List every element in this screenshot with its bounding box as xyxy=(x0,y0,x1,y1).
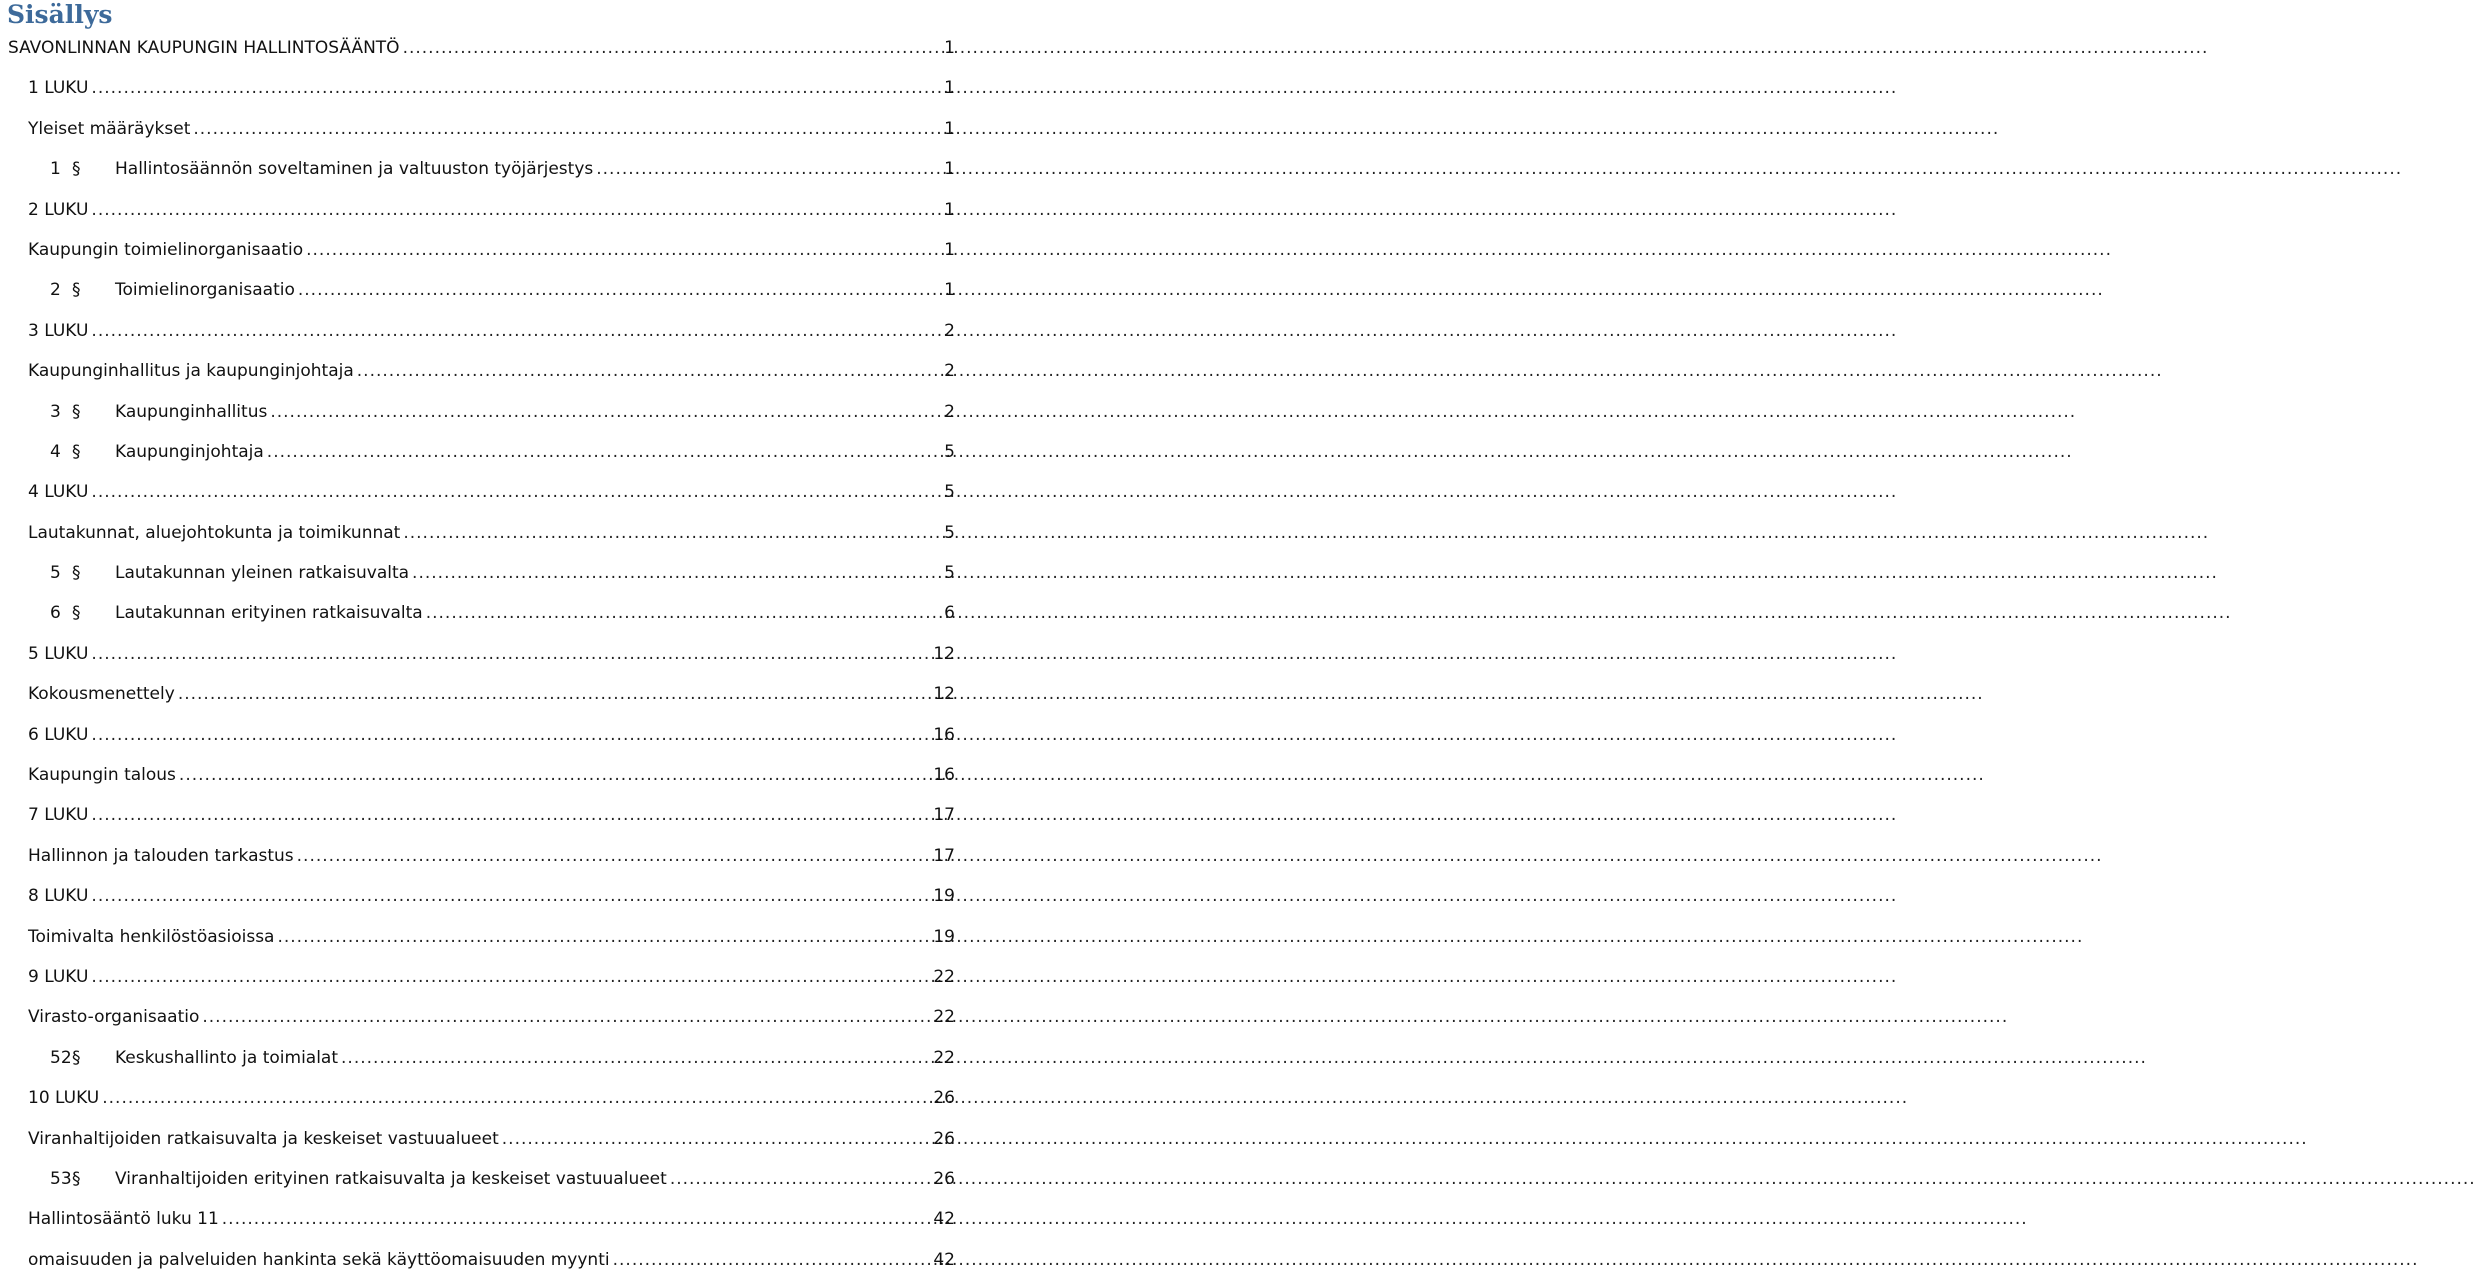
toc-entry[interactable] xyxy=(0,917,960,957)
toc-entry[interactable] xyxy=(0,1119,960,1159)
dot-leader xyxy=(502,1119,931,1159)
toc-entry-page-number: 5 xyxy=(944,482,955,503)
toc-entry-title: 1 LUKU xyxy=(28,78,89,99)
toc-entry[interactable] xyxy=(0,351,960,391)
toc-entry[interactable] xyxy=(0,230,960,270)
toc-entry-title: Toimielinorganisaatio xyxy=(115,280,295,301)
toc-entry[interactable] xyxy=(0,311,960,351)
dot-leader xyxy=(341,1038,930,1078)
section-sign: § xyxy=(72,401,81,422)
dot-leader xyxy=(277,917,930,957)
toc-entry-title: Lautakunnan yleinen ratkaisuvalta xyxy=(115,563,410,584)
toc-entry-section-number: 5 xyxy=(50,563,61,584)
toc-entry-page-number: 22 xyxy=(933,1047,955,1068)
toc-entry-title: 3 LUKU xyxy=(28,320,89,341)
dot-leader xyxy=(179,755,930,795)
toc-entry-title: Viranhaltijoiden erityinen ratkaisuvalta ja keskeiset vastuualueet xyxy=(115,1168,667,1189)
toc-entry[interactable] xyxy=(0,795,960,835)
toc-entry-page-number: 1 xyxy=(944,118,955,139)
dot-leader xyxy=(91,715,930,755)
toc-entry-section-number: 52 xyxy=(50,1047,72,1068)
toc-entry-title: Hallintosääntö luku 11 xyxy=(28,1209,219,1230)
dot-leader xyxy=(670,1159,931,1199)
dot-leader xyxy=(613,1240,931,1280)
toc-entry-title: 4 LUKU xyxy=(28,482,89,503)
toc-entry-page-number: 1 xyxy=(944,38,955,58)
toc-entry-title: 7 LUKU xyxy=(28,805,89,826)
section-sign: § xyxy=(72,1047,81,1068)
toc-entry[interactable] xyxy=(0,1199,960,1239)
toc-entry-section-number: 2 xyxy=(50,280,61,301)
toc-entry-title: Hallintosäännön soveltaminen ja valtuuston työjärjestys xyxy=(115,159,594,180)
toc-entry-title: Kaupungin talous xyxy=(28,765,176,786)
toc-entry-page-number: 22 xyxy=(933,1007,955,1028)
dot-leader xyxy=(412,553,941,593)
toc-entry[interactable] xyxy=(0,472,960,512)
toc-entry-page-number: 12 xyxy=(933,643,955,664)
toc-entry-title: SAVONLINNAN KAUPUNGIN HALLINTOSÄÄNTÖ xyxy=(8,38,400,58)
toc-entry-title: Viranhaltijoiden ratkaisuvalta ja keskeiset vastuualueet xyxy=(28,1128,499,1149)
toc-entry-title: Lautakunnat, aluejohtokunta ja toimikunnat xyxy=(28,522,401,543)
toc-heading: Sisällys xyxy=(7,0,113,29)
toc-entry-page-number: 42 xyxy=(933,1249,955,1270)
toc-entry[interactable] xyxy=(0,715,960,755)
toc-entry-page-number: 17 xyxy=(933,805,955,826)
toc-entry-section-number: 4 xyxy=(50,441,61,462)
toc-entry-page-number: 1 xyxy=(944,199,955,220)
toc-entry-title: Kaupunginhallitus ja kaupunginjohtaja xyxy=(28,361,354,382)
toc-entry-title: Lautakunnan erityinen ratkaisuvalta xyxy=(115,603,423,624)
toc-entry-title: Kaupungin toimielinorganisaatio xyxy=(28,239,304,260)
toc-entry-page-number: 17 xyxy=(933,845,955,866)
dot-leader xyxy=(403,28,942,68)
dot-leader xyxy=(596,149,941,189)
section-sign: § xyxy=(72,280,81,301)
dot-leader xyxy=(426,593,941,633)
toc-entry-page-number: 16 xyxy=(933,765,955,786)
toc-entry[interactable] xyxy=(0,28,960,68)
toc-entry-title: Virasto-organisaatio xyxy=(28,1007,200,1028)
dot-leader xyxy=(91,311,941,351)
toc-entry[interactable] xyxy=(0,836,960,876)
dot-leader xyxy=(298,270,941,310)
dot-leader xyxy=(91,190,941,230)
toc-entry-page-number: 26 xyxy=(933,1168,955,1189)
toc-entry-title: Keskushallinto ja toimialat xyxy=(115,1047,339,1068)
toc-entry[interactable] xyxy=(0,432,960,472)
toc-entry-title: 5 LUKU xyxy=(28,643,89,664)
dot-leader xyxy=(297,836,931,876)
dot-leader xyxy=(403,513,941,553)
section-sign: § xyxy=(72,441,81,462)
toc-entry-page-number: 42 xyxy=(933,1209,955,1230)
toc-entry-page-number: 5 xyxy=(944,522,955,543)
dot-leader xyxy=(178,674,931,714)
toc-entry-title: Toimivalta henkilöstöasioissa xyxy=(28,926,275,947)
toc-entry[interactable] xyxy=(0,876,960,916)
toc-entry-page-number: 5 xyxy=(944,441,955,462)
toc-entry[interactable] xyxy=(0,957,960,997)
toc-entry[interactable] xyxy=(0,674,960,714)
toc-entry[interactable] xyxy=(0,68,960,108)
toc-entry-page-number: 22 xyxy=(933,966,955,987)
toc-entry-page-number: 1 xyxy=(944,159,955,180)
toc-entry[interactable] xyxy=(0,109,960,149)
toc-entry-page-number: 2 xyxy=(944,320,955,341)
toc-entry-title: Kaupunginjohtaja xyxy=(115,441,264,462)
toc-entry-page-number: 16 xyxy=(933,724,955,745)
dot-leader xyxy=(91,876,930,916)
dot-leader xyxy=(270,392,941,432)
toc-entry-page-number: 5 xyxy=(944,563,955,584)
dot-leader xyxy=(91,957,930,997)
toc-entry-title: omaisuuden ja palveluiden hankinta sekä käyttöomaisuuden myynti xyxy=(28,1249,610,1270)
document-page xyxy=(0,0,960,1275)
toc-entry-section-number: 6 xyxy=(50,603,61,624)
toc-entry[interactable] xyxy=(0,1038,960,1078)
toc-entry[interactable] xyxy=(0,553,960,593)
toc-entry-page-number: 19 xyxy=(933,926,955,947)
toc-entry[interactable] xyxy=(0,1240,960,1280)
toc-entry[interactable] xyxy=(0,593,960,633)
dot-leader xyxy=(91,472,941,512)
toc-entry[interactable] xyxy=(0,634,960,674)
toc-entry-page-number: 2 xyxy=(944,401,955,422)
dot-leader xyxy=(222,1199,931,1239)
dot-leader xyxy=(91,634,930,674)
dot-leader xyxy=(91,795,930,835)
section-sign: § xyxy=(72,603,81,624)
dot-leader xyxy=(91,68,941,108)
toc-entry-section-number: 1 xyxy=(50,159,61,180)
toc-entry-title: Yleiset määräykset xyxy=(28,118,191,139)
toc-entry-page-number: 19 xyxy=(933,886,955,907)
toc-entry-page-number: 12 xyxy=(933,684,955,705)
toc-entry-title: Kokousmenettely xyxy=(28,684,175,705)
toc-entry[interactable] xyxy=(0,190,960,230)
toc-entry[interactable] xyxy=(0,997,960,1037)
toc-entry[interactable] xyxy=(0,270,960,310)
toc-entry[interactable] xyxy=(0,1159,960,1199)
dot-leader xyxy=(267,432,941,472)
toc-entry-page-number: 6 xyxy=(944,603,955,624)
table-of-contents xyxy=(0,28,960,1280)
toc-entry-section-number: 3 xyxy=(50,401,61,422)
toc-entry[interactable] xyxy=(0,392,960,432)
toc-entry-page-number: 1 xyxy=(944,239,955,260)
dot-leader xyxy=(102,1078,930,1118)
toc-entry-page-number: 1 xyxy=(944,280,955,301)
dot-leader xyxy=(193,109,941,149)
section-sign: § xyxy=(72,1168,81,1189)
toc-entry-title: Hallinnon ja talouden tarkastus xyxy=(28,845,294,866)
toc-entry-page-number: 2 xyxy=(944,361,955,382)
toc-entry-page-number: 26 xyxy=(933,1088,955,1109)
toc-entry-section-number: 53 xyxy=(50,1168,72,1189)
toc-entry[interactable] xyxy=(0,513,960,553)
toc-entry-title: Kaupunginhallitus xyxy=(115,401,268,422)
dot-leader xyxy=(357,351,941,391)
toc-entry-page-number: 1 xyxy=(944,78,955,99)
toc-entry-title: 8 LUKU xyxy=(28,886,89,907)
toc-entry-title: 2 LUKU xyxy=(28,199,89,220)
dot-leader xyxy=(202,997,930,1037)
toc-entry-title: 6 LUKU xyxy=(28,724,89,745)
toc-entry[interactable] xyxy=(0,755,960,795)
dot-leader xyxy=(306,230,941,270)
toc-entry[interactable] xyxy=(0,149,960,189)
toc-entry-title: 9 LUKU xyxy=(28,966,89,987)
toc-entry[interactable] xyxy=(0,1078,960,1118)
toc-entry-title: 10 LUKU xyxy=(28,1088,100,1109)
section-sign: § xyxy=(72,159,81,180)
section-sign: § xyxy=(72,563,81,584)
toc-entry-page-number: 26 xyxy=(933,1128,955,1149)
